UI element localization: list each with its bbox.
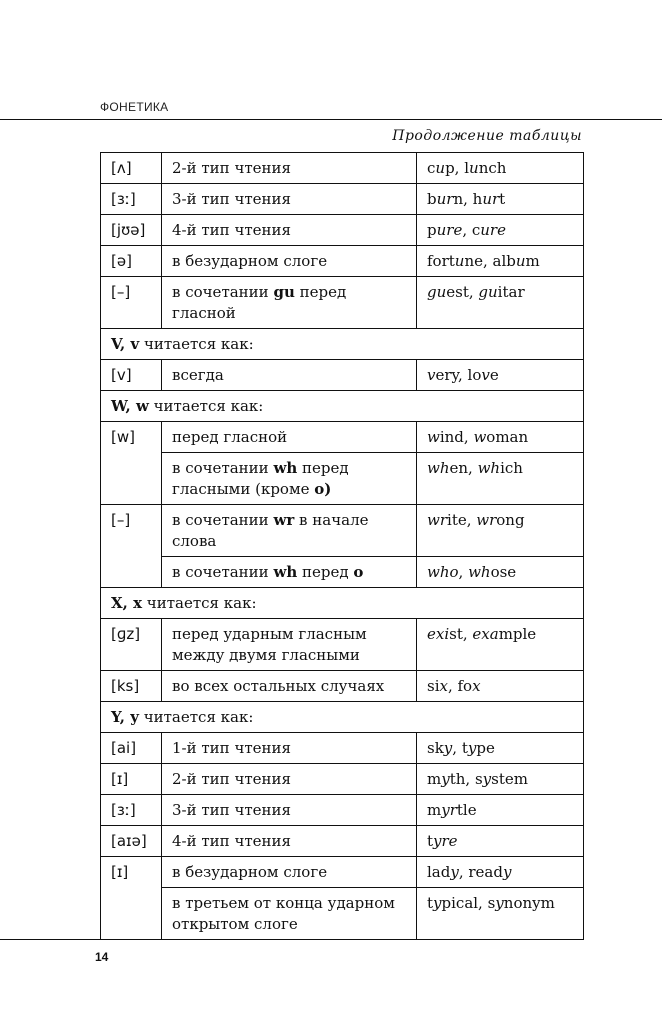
rule-cell: 2-й тип чтения <box>162 764 417 795</box>
letter-header-row <box>101 588 584 619</box>
table-row <box>101 888 584 940</box>
example-cell: fortune, album <box>417 246 584 277</box>
header-rule <box>0 119 662 120</box>
table-row <box>101 857 584 888</box>
phonetics-table <box>100 152 584 940</box>
table-row <box>101 453 584 505</box>
example-cell: write, wrong <box>417 505 584 557</box>
footer-rule <box>0 939 111 940</box>
letter-header-cell: Y, y читается как: <box>101 702 584 733</box>
table-row <box>101 671 584 702</box>
running-title: ФОНЕТИКА <box>100 100 169 114</box>
table-row <box>101 733 584 764</box>
example-cell: burn, hurt <box>417 184 584 215</box>
ipa-cell: [ai] <box>101 733 162 764</box>
table-row <box>101 215 584 246</box>
rule-cell: всегда <box>162 360 417 391</box>
example-cell: myrtle <box>417 795 584 826</box>
rule-cell: в сочетании gu перед гласной <box>162 277 417 329</box>
example-cell: myth, system <box>417 764 584 795</box>
example-cell: exist, example <box>417 619 584 671</box>
rule-cell: в сочетании wr в начале слова <box>162 505 417 557</box>
table-row <box>101 277 584 329</box>
table-row <box>101 153 584 184</box>
ipa-cell: [–] <box>101 277 162 329</box>
ipa-cell: [ɜː] <box>101 795 162 826</box>
ipa-cell: [ə] <box>101 246 162 277</box>
ipa-cell: [v] <box>101 360 162 391</box>
ipa-cell: [ɪ] <box>101 857 162 940</box>
table-row <box>101 826 584 857</box>
rule-cell: в безударном слоге <box>162 857 417 888</box>
letter-header-row <box>101 329 584 360</box>
example-cell: cup, lunch <box>417 153 584 184</box>
table-continuation-label: Продолжение таблицы <box>392 128 582 144</box>
rule-cell: в сочетании wh перед o <box>162 557 417 588</box>
rule-cell: в безударном слоге <box>162 246 417 277</box>
rule-cell: в сочетании wh перед гласными (кроме o) <box>162 453 417 505</box>
ipa-cell: [ɡz] <box>101 619 162 671</box>
rule-cell: 3-й тип чтения <box>162 184 417 215</box>
rule-cell: перед ударным гласным между двумя гласными <box>162 619 417 671</box>
ipa-cell: [ɪ] <box>101 764 162 795</box>
ipa-cell: [–] <box>101 505 162 588</box>
rule-cell: 4-й тип чтения <box>162 215 417 246</box>
example-cell: sky, type <box>417 733 584 764</box>
example-cell: who, whose <box>417 557 584 588</box>
letter-header-row <box>101 391 584 422</box>
ipa-cell: [w] <box>101 422 162 505</box>
ipa-cell: [jʊə] <box>101 215 162 246</box>
rule-cell: во всех остальных случаях <box>162 671 417 702</box>
table-row <box>101 184 584 215</box>
letter-header-cell: V, v читается как: <box>101 329 584 360</box>
ipa-cell: [aɪə] <box>101 826 162 857</box>
example-cell: very, love <box>417 360 584 391</box>
ipa-cell: [ks] <box>101 671 162 702</box>
rule-cell: 1-й тип чтения <box>162 733 417 764</box>
example-cell: pure, cure <box>417 215 584 246</box>
table-row <box>101 505 584 557</box>
ipa-cell: [ʌ] <box>101 153 162 184</box>
table-row <box>101 557 584 588</box>
table-row <box>101 360 584 391</box>
example-cell: typical, synonym <box>417 888 584 940</box>
page-number: 14 <box>95 950 109 964</box>
letter-header-row <box>101 702 584 733</box>
rule-cell: 3-й тип чтения <box>162 795 417 826</box>
letter-header-cell: W, w читается как: <box>101 391 584 422</box>
table-row <box>101 795 584 826</box>
rule-cell: перед гласной <box>162 422 417 453</box>
table-body <box>101 153 584 940</box>
rule-cell: 2-й тип чтения <box>162 153 417 184</box>
example-cell: lady, ready <box>417 857 584 888</box>
letter-header-cell: X, x читается как: <box>101 588 584 619</box>
rule-cell: в третьем от конца ударном открытом слоге <box>162 888 417 940</box>
table-row <box>101 764 584 795</box>
rule-cell: 4-й тип чтения <box>162 826 417 857</box>
example-cell: wind, woman <box>417 422 584 453</box>
table-row <box>101 246 584 277</box>
example-cell: six, fox <box>417 671 584 702</box>
example-cell: when, which <box>417 453 584 505</box>
example-cell: tyre <box>417 826 584 857</box>
table-row <box>101 422 584 453</box>
table-row <box>101 619 584 671</box>
ipa-cell: [ɜː] <box>101 184 162 215</box>
example-cell: guest, guitar <box>417 277 584 329</box>
